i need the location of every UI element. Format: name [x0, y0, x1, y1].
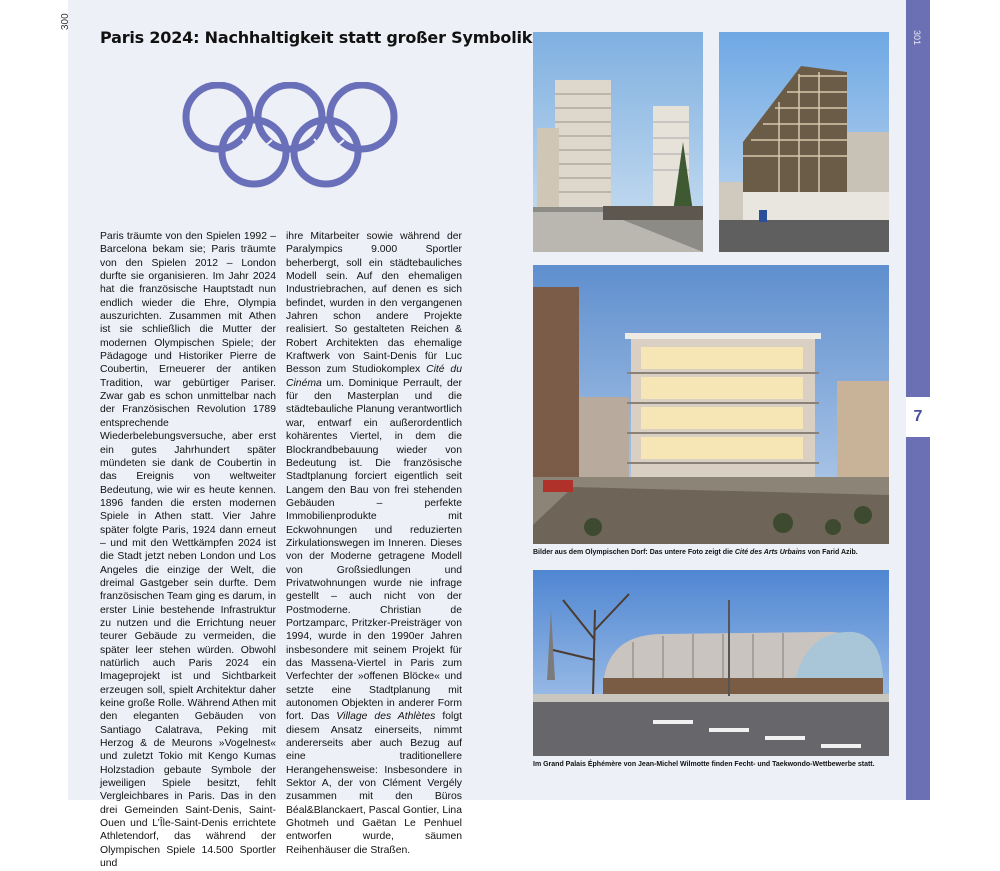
citation-village-des-athletes: Village des Athlètes — [336, 711, 436, 723]
olympic-rings-logo — [180, 82, 398, 188]
page-number-left: 300 — [60, 13, 71, 30]
photo-cite-des-arts-urbains — [533, 265, 889, 544]
photo-timber-frame-building — [719, 32, 889, 252]
page-title: Paris 2024: Nachhaltigkeit statt großer Symbolik — [100, 28, 533, 47]
body-text-column-1 — [100, 230, 276, 871]
column-2-text-b: um. Dominique Perrault, der für den Masterplan und die städtebauliche Planung verantwortlich war, entwarf ein außerordentlich kohärentes Viertel, in dem die Blockrandbebauung wieder von Bedeutung ist. Die französische Stadtplanung forciert eigentlich seit Langem den Bau von frei stehenden Gebäuden – perfekte Immobilienprodukte mit Eckwohnungen und reduzierten Zirkulationswegen im Inneren. Dieses von der Moderne getragene Modell von Großsiedlungen und Privatwohnungen wurde nie infrage gestellt – auch nicht von der Postmoderne. Christian de Portzamparc, Pritzker-Preisträger von 1994, wurde in den 1990er Jahren insbesondere mit seinem Projekt für das Massena-Viertel in Paris zum Verfechter der »offenen Blöcke« und setzte eine Stadtplanung mit autonomen Objekten in anderer Form fort. Das — [286, 377, 462, 723]
citation-cite-du-cinema: Cité du Cinéma — [286, 364, 462, 389]
caption-olympic-village — [533, 549, 893, 556]
ring-4 — [222, 120, 286, 184]
ring-3 — [330, 85, 394, 149]
photo-residential-towers — [533, 32, 703, 252]
right-margin — [930, 0, 1000, 800]
column-1-text: Paris träumte von den Spielen 1992 – Barcelona bekam sie; Paris träumte von den Spielen 2012 – London durfte sie organisieren. Im Jahr 2024 hat die französische Hauptstadt nun endlich wieder die Ehre, Olympia auszurichten. Zusammen mit Athen ist sie schließlich die Mutter der modernen Olympischen Spiele; der Pädagoge und Historiker Pierre de Coubertin, Erneuerer der antiken Tradition, war gebürtiger Pariser. Zwar gab es schon unmittelbar nach der Französischen Revolution 1789 entsprechende Wiederbelebungsversuche, aber erst ein gutes Jahrhundert später mündeten sie dank de Coubertin in das Ereignis von weltweiter Bedeutung, wie wir es heute kennen. 1896 fanden die ersten modernen Spiele in Athen statt. Vier Jahre später folgte Paris, 1924 dann erneut – und mit den Wettkämpfen 2024 ist die Stadt jetzt neben London und Los Angeles die einzige der Welt, die dreimal Gastgeber sein durfte. Dem französischen Team ging es darum, in erster Linie bestehende Infrastruktur zu nutzen und die Errichtung neuer teurer Gebäude zu vermeiden, die später leer stehen würden. Obwohl natürlich auch Paris 2024 ein Imageprojekt ist und Sichtbarkeit erzeugen soll, spielt Architektur daher keine große Rolle. Während Athen mit den eleganten Gebäuden von Santiago Calatrava, Peking mit Herzog & de Meurons »Vogelnest« und zuletzt Tokio mit Kengo Kumas Holzstadion gebaute Symbole der jeweiligen Spiele besitzt, fehlt Vergleichbares in Paris. Das in den drei Gemeinden Saint-Denis, Saint-Ouen und L’Île-Saint-Denis errichtete Athletendorf, das während der Olympischen Spiele 14.500 Sportler und — [100, 231, 276, 870]
caption-1-emphasis: Cité des Arts Urbains — [734, 549, 806, 556]
left-margin — [0, 0, 68, 800]
photo-grand-palais-ephemere — [533, 570, 889, 756]
caption-grand-palais: Im Grand Palais Éphémère von Jean-Michel Wilmotte finden Fecht- und Taekwondo-Wettbewerbe statt. — [533, 761, 875, 768]
chapter-tab: 7 — [906, 397, 930, 437]
column-2-text-a: ihre Mitarbeiter sowie während der Paralympics 9.000 Sportler beherbergt, soll ein städtebauliches Modell sein. Auf den ehemaligen Industriebrachen, auf denen es sich befindet, wurden in den vergangenen Jahren schon andere Projekte realisiert. So gestalteten Reichen & Robert Architekten das ehemalige Kraftwerk von Saint-Denis für Luc Besson zum Studiokomplex — [286, 231, 462, 376]
body-text-column-2 — [286, 230, 462, 857]
page-number-right: 301 — [912, 30, 922, 46]
ring-2 — [258, 85, 322, 149]
ring-1 — [186, 85, 250, 149]
caption-1-text-b: von Farid Azib. — [805, 549, 858, 556]
column-2-text-c: folgt diesem Ansatz einerseits, nimmt andererseits aber auch Bezug auf eine traditionellere Herangehensweise: Insbesondere in Sektor A, der von Clément Vergély zusammen mit den Büros Béal&Blanckaert, Pascal Gontier, Lina Ghotmeh und Gaëtan Le Penhuel entworfen wurde, säumen Reihenhäuser die Straßen. — [286, 711, 462, 856]
caption-1-text-a: Bilder aus dem Olympischen Dorf: Das untere Foto zeigt die — [533, 549, 735, 556]
ring-5 — [294, 120, 358, 184]
